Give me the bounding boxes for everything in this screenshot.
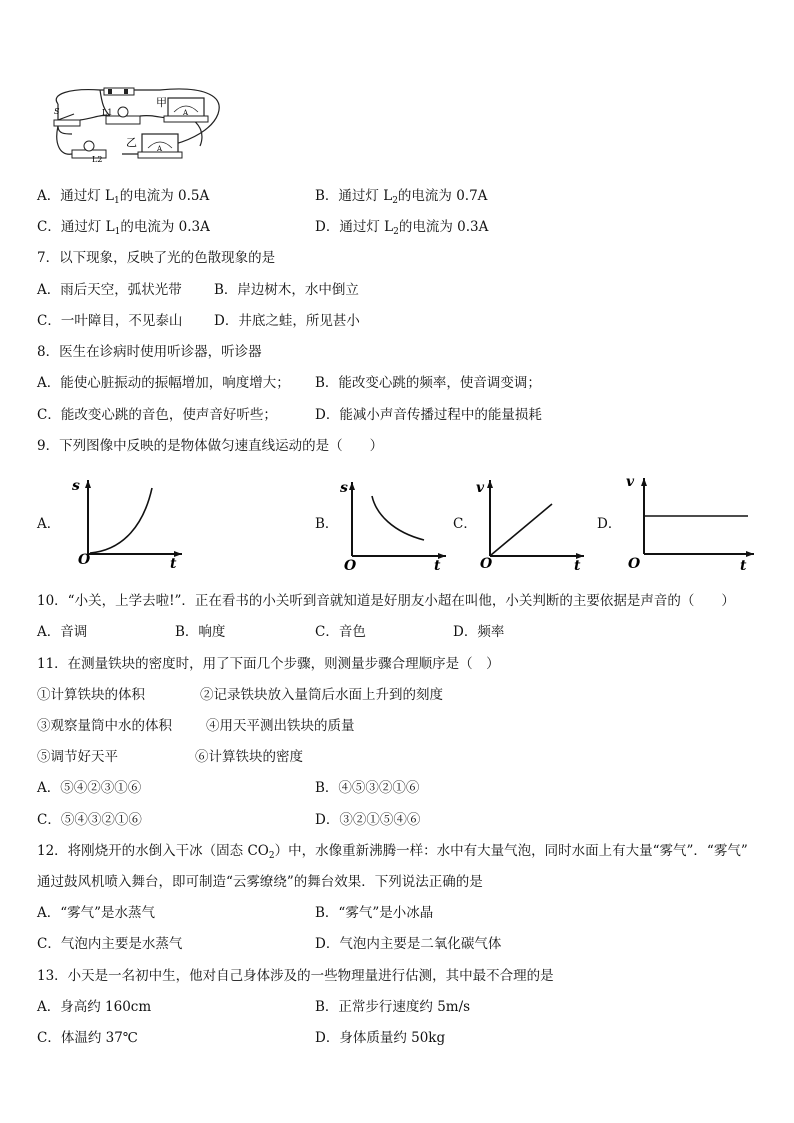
q6-option-a: A．通过灯 $L_1$的电流为 0.5A xyxy=(37,188,210,206)
q11-option-c: C．⑤④③②①⑥ xyxy=(37,812,142,828)
q7-option-a: A．雨后天空，弧状光带 xyxy=(37,282,182,298)
q8-option-c: C．能改变心跳的音色，使声音好听些； xyxy=(37,407,277,423)
q8-option-a: A．能使心脏振动的振幅增加，响度增大； xyxy=(37,375,290,391)
q11-step-4: ④用天平测出铁块的质量 xyxy=(206,718,355,734)
graph-a-origin: O xyxy=(78,552,91,568)
graph-c-origin: O xyxy=(480,556,493,572)
q11-step-3: ③观察量筒中水的体积 xyxy=(37,718,172,734)
q6-option-d: D．通过灯 $L_2$的电流为 0.3A xyxy=(315,219,489,237)
q9-option-a: A． xyxy=(37,516,61,532)
q7-option-c: C．一叶障目，不见泰山 xyxy=(37,313,183,329)
q7-stem: 7．以下现象，反映了光的色散现象的是 xyxy=(37,250,276,266)
q13-option-d: D．身体质量约 50kg xyxy=(315,1030,446,1046)
graph-a-x-label: t xyxy=(170,556,177,570)
q11-option-d: D．③②①⑤④⑥ xyxy=(315,812,421,828)
graph-c-y-label: v xyxy=(476,480,485,496)
q12-option-d: D．气泡内主要是二氧化碳气体 xyxy=(315,936,502,952)
q11-option-b: B．④⑤③②①⑥ xyxy=(315,780,420,796)
label-l1: L1 xyxy=(102,108,113,117)
q9-option-b: B． xyxy=(315,516,339,532)
label-s: S xyxy=(54,107,60,116)
q12-stem-2: 通过鼓风机喷入舞台，即可制造“云雾缭绕”的舞台效果．下列说法正确的是 xyxy=(37,874,483,890)
graph-d-x-label: t xyxy=(740,558,747,572)
q11-step-5: ⑤调节好天平 xyxy=(37,749,118,765)
q6-option-c: C．通过灯 $L_1$的电流为 0.3A xyxy=(37,219,210,237)
q10-option-a: A．音调 xyxy=(37,624,88,640)
graph-d-origin: O xyxy=(628,556,641,572)
graph-b-x-label: t xyxy=(434,558,441,574)
q10-option-b: B．响度 xyxy=(175,624,226,640)
graph-c-x-label: t xyxy=(574,558,581,572)
graph-b-origin: O xyxy=(344,558,357,574)
q10-option-d: D．频率 xyxy=(453,624,505,640)
q11-step-2: ②记录铁块放入量筒后水面上升到的刻度 xyxy=(200,687,443,703)
q8-option-d: D．能减小声音传播过程中的能量损耗 xyxy=(315,407,542,423)
graph-a-y-label: s xyxy=(72,478,80,494)
graph-d-y-label: v xyxy=(626,474,635,490)
q12-option-c: C．气泡内主要是水蒸气 xyxy=(37,936,183,952)
q11-step-1: ①计算铁块的体积 xyxy=(37,687,145,703)
q12-option-a: A．“雾气”是水蒸气 xyxy=(37,905,156,921)
label-yi: 乙 xyxy=(126,136,137,149)
label-jia: 甲 xyxy=(156,96,167,109)
q9-graph-d xyxy=(620,472,760,572)
q12-option-b: B．“雾气”是小冰晶 xyxy=(315,905,434,921)
label-l2: L2 xyxy=(92,155,103,164)
q6-option-b: B．通过灯 $L_2$的电流为 0.7A xyxy=(315,188,488,206)
label-a2: A xyxy=(157,145,163,153)
q9-graph-a xyxy=(64,474,194,570)
q9-stem: 9．下列图像中反映的是物体做匀速直线运动的是（ ） xyxy=(37,438,384,454)
q10-option-c: C．音色 xyxy=(315,624,366,640)
graph-b-y-label: s xyxy=(340,480,348,496)
q9-option-d: D． xyxy=(597,516,622,532)
q8-stem: 8．医生在诊病时使用听诊器，听诊器 xyxy=(37,344,262,360)
q9-graph-b xyxy=(338,474,450,574)
q9-graph-c xyxy=(476,474,588,572)
q12-stem: 12．将刚烧开的水倒入干冰（固态 $CO_2$）中，水像重新沸腾一样：水中有大量气泡，同时水面上有大量“雾气”．“雾气” xyxy=(37,843,748,861)
q7-option-d: D．井底之蛙，所见甚小 xyxy=(214,313,360,329)
q7-option-b: B．岸边树木，水中倒立 xyxy=(214,282,359,298)
q13-stem: 13．小天是一名初中生，他对自己身体涉及的一些物理量进行估测，其中最不合理的是 xyxy=(37,968,554,984)
q11-step-6: ⑥计算铁块的密度 xyxy=(195,749,303,765)
q8-option-b: B．能改变心跳的频率，使音调变调； xyxy=(315,375,541,391)
label-a1: A xyxy=(183,109,189,117)
circuit-diagram xyxy=(40,84,230,170)
q13-option-c: C．体温约 37℃ xyxy=(37,1030,138,1046)
q9-option-c: C． xyxy=(453,516,477,532)
q13-option-a: A．身高约 160cm xyxy=(37,999,152,1015)
q11-stem: 11．在测量铁块的密度时，用了下面几个步骤，则测量步骤合理顺序是（ ） xyxy=(37,656,500,672)
q13-option-b: B．正常步行速度约 5m/s xyxy=(315,999,471,1015)
q11-option-a: A．⑤④②③①⑥ xyxy=(37,780,142,796)
q10-stem: 10．“小关，上学去啦!”．正在看书的小关听到音就知道是好朋友小超在叫他，小关判断的主要依据是声音的（ ） xyxy=(37,593,735,609)
